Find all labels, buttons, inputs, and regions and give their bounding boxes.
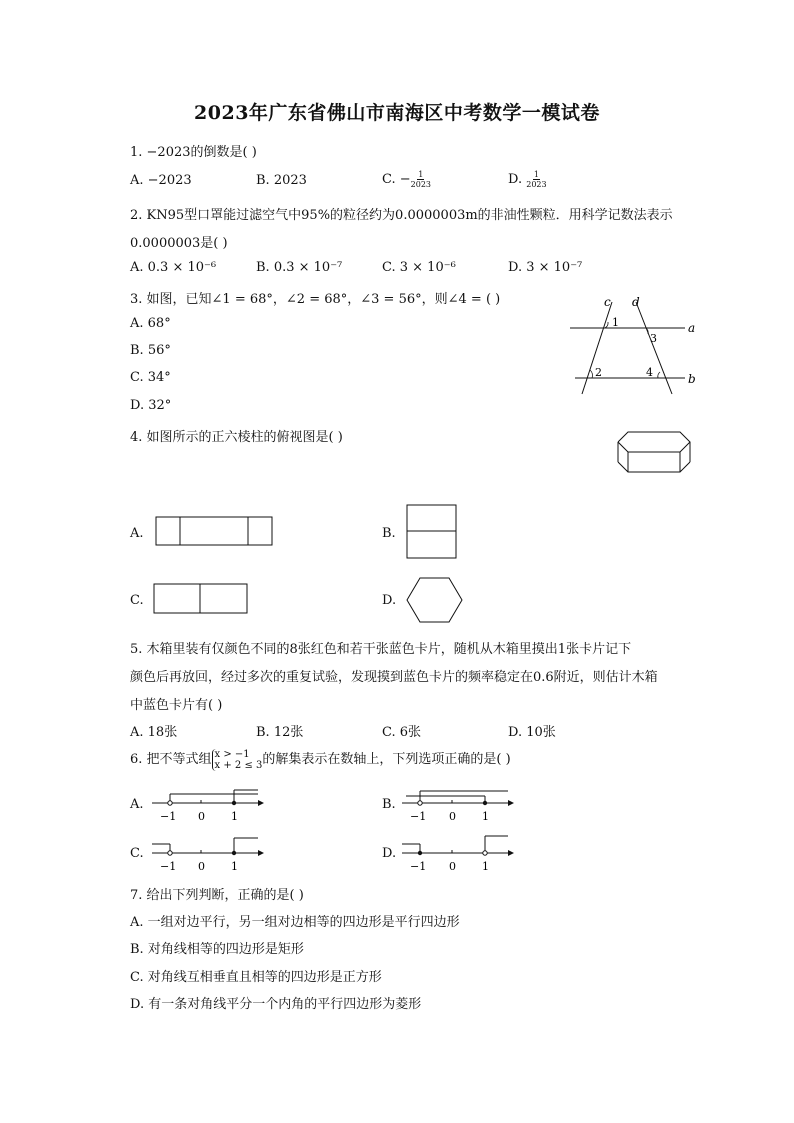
q1-option-b: B. 2023 xyxy=(256,173,307,188)
angle-3-label: 3 xyxy=(650,332,657,345)
q6-option-a-number-line xyxy=(148,786,264,826)
q1-option-c-denominator: 2023 xyxy=(410,180,431,189)
q2-stem-line1: 2. KN95型口罩能过滤空气中95%的粒径约为0.0000003m的非油性颗粒．用科学记数法表示 xyxy=(130,208,673,223)
q6-option-a-label: A. xyxy=(130,797,144,812)
q2-option-a: A. 0.3 × 10⁻⁶ xyxy=(130,260,217,275)
open-dot xyxy=(168,851,172,855)
open-dot xyxy=(168,801,172,805)
tick-label-minus1: −1 xyxy=(160,860,177,873)
inequality-1: x > −1 xyxy=(214,748,250,760)
q5-stem-line1: 5. 木箱里装有仅颜色不同的8张红色和若干张蓝色卡片，随机从木箱里摸出1张卡片记下 xyxy=(130,642,632,657)
q1-stem: 1. −2023的倒数是( ) xyxy=(130,145,257,160)
q3-figure-parallel-lines xyxy=(560,290,700,400)
q1-option-d-denominator: 2023 xyxy=(526,180,547,189)
tick-label-0: 0 xyxy=(198,810,205,823)
q5-option-d: D. 10张 xyxy=(508,725,556,740)
prism-bottom-face xyxy=(618,462,690,472)
q7-option-a: A. 一组对边平行，另一组对边相等的四边形是平行四边形 xyxy=(130,915,460,930)
q7-option-c: C. 对角线互相垂直且相等的四边形是正方形 xyxy=(130,970,382,985)
q2-option-b: B. 0.3 × 10⁻⁷ xyxy=(256,260,343,275)
q6-stem xyxy=(130,748,511,771)
tick-label-1: 1 xyxy=(231,860,238,873)
q6-option-c-label: C. xyxy=(130,846,144,861)
q2-stem-line2: 0.0000003是( ) xyxy=(130,236,228,251)
closed-dot xyxy=(232,801,236,805)
q1-option-c xyxy=(382,170,431,189)
q1-option-d-prefix: D. xyxy=(508,172,527,187)
inequality-2: x + 2 ≤ 3 xyxy=(214,759,263,771)
q3-option-d: D. 32° xyxy=(130,398,172,413)
axis-arrow xyxy=(258,850,264,856)
angle-4-arc xyxy=(658,372,660,378)
q4-option-c-figure xyxy=(153,583,249,615)
q1-option-c-prefix: C. − xyxy=(382,172,411,187)
open-dot xyxy=(483,851,487,855)
q1-option-d xyxy=(508,170,547,189)
q1-option-d-fraction xyxy=(526,170,546,189)
open-dot xyxy=(418,801,422,805)
q1-option-a: A. −2023 xyxy=(130,173,192,188)
line-d xyxy=(636,302,672,394)
tick-label-0: 0 xyxy=(449,860,456,873)
angle-2-label: 2 xyxy=(595,366,602,379)
hexagon-shape xyxy=(407,578,462,622)
q7-stem: 7. 给出下列判断，正确的是( ) xyxy=(130,888,304,903)
q6-option-b-label: B. xyxy=(382,797,396,812)
q2-option-d: D. 3 × 10⁻⁷ xyxy=(508,260,583,275)
q4-option-b-figure xyxy=(406,504,458,560)
closed-dot xyxy=(418,851,422,855)
line-c xyxy=(582,302,612,394)
q4-option-b-label: B. xyxy=(382,526,396,541)
tick-label-1: 1 xyxy=(231,810,238,823)
q5-stem-line3: 中蓝色卡片有( ) xyxy=(130,698,223,713)
tick-label-minus1: −1 xyxy=(410,860,427,873)
q4-option-d-label: D. xyxy=(382,593,397,608)
tick-label-0: 0 xyxy=(198,860,205,873)
label-b: b xyxy=(688,372,696,386)
q4-hexagonal-prism-figure xyxy=(614,430,694,475)
angle-2-arc xyxy=(590,370,593,378)
q6-option-b-number-line xyxy=(398,786,514,826)
q6-option-c-number-line xyxy=(148,834,264,874)
q6-option-d-number-line xyxy=(398,834,514,874)
q7-option-d: D. 有一条对角线平分一个内角的平行四边形为菱形 xyxy=(130,997,422,1012)
q5-option-a: A. 18张 xyxy=(130,725,178,740)
label-c: c xyxy=(604,295,611,309)
q6-stem-suffix: 的解集表示在数轴上，下列选项正确的是( ) xyxy=(262,752,511,767)
q1-option-d-numerator: 1 xyxy=(533,170,539,179)
angle-1-label: 1 xyxy=(612,316,619,329)
q3-stem: 3. 如图，已知∠1 = 68°，∠2 = 68°，∠3 = 56°，则∠4 = ( ) xyxy=(130,292,501,307)
q6-stem-prefix: 6. 把不等式组 xyxy=(130,752,212,767)
q5-option-b: B. 12张 xyxy=(256,725,304,740)
tick-label-minus1: −1 xyxy=(410,810,427,823)
axis-arrow xyxy=(258,800,264,806)
q4-option-c-label: C. xyxy=(130,593,144,608)
q3-option-a: A. 68° xyxy=(130,316,171,331)
q6-option-d-label: D. xyxy=(382,846,397,861)
tick-label-1: 1 xyxy=(482,860,489,873)
inequality-system xyxy=(212,749,263,771)
q4-option-d-figure xyxy=(405,576,465,626)
page-title: 2023年广东省佛山市南海区中考数学一模试卷 xyxy=(194,102,600,124)
shape xyxy=(156,517,272,545)
closed-dot xyxy=(232,851,236,855)
label-a: a xyxy=(688,321,696,335)
tick-label-minus1: −1 xyxy=(160,810,177,823)
label-d: d xyxy=(632,295,640,309)
q7-option-b: B. 对角线相等的四边形是矩形 xyxy=(130,942,304,957)
q5-stem-line2: 颜色后再放回，经过多次的重复试验，发现摸到蓝色卡片的频率稳定在0.6附近，则估计木箱 xyxy=(130,670,658,685)
tick-label-1: 1 xyxy=(482,810,489,823)
q3-option-b: B. 56° xyxy=(130,343,171,358)
q1-option-c-fraction xyxy=(411,170,431,189)
angle-4-label: 4 xyxy=(646,366,653,379)
q4-option-a-figure xyxy=(155,516,275,548)
q1-option-c-numerator: 1 xyxy=(418,170,424,179)
tick-label-0: 0 xyxy=(449,810,456,823)
q5-option-c: C. 6张 xyxy=(382,725,422,740)
q4-option-a-label: A. xyxy=(130,526,144,541)
q3-option-c: C. 34° xyxy=(130,370,171,385)
q2-option-c: C. 3 × 10⁻⁶ xyxy=(382,260,456,275)
q4-stem: 4. 如图所示的正六棱柱的俯视图是( ) xyxy=(130,430,343,445)
prism-top-face xyxy=(618,432,690,452)
axis-arrow xyxy=(508,850,514,856)
closed-dot xyxy=(483,801,487,805)
axis-arrow xyxy=(508,800,514,806)
